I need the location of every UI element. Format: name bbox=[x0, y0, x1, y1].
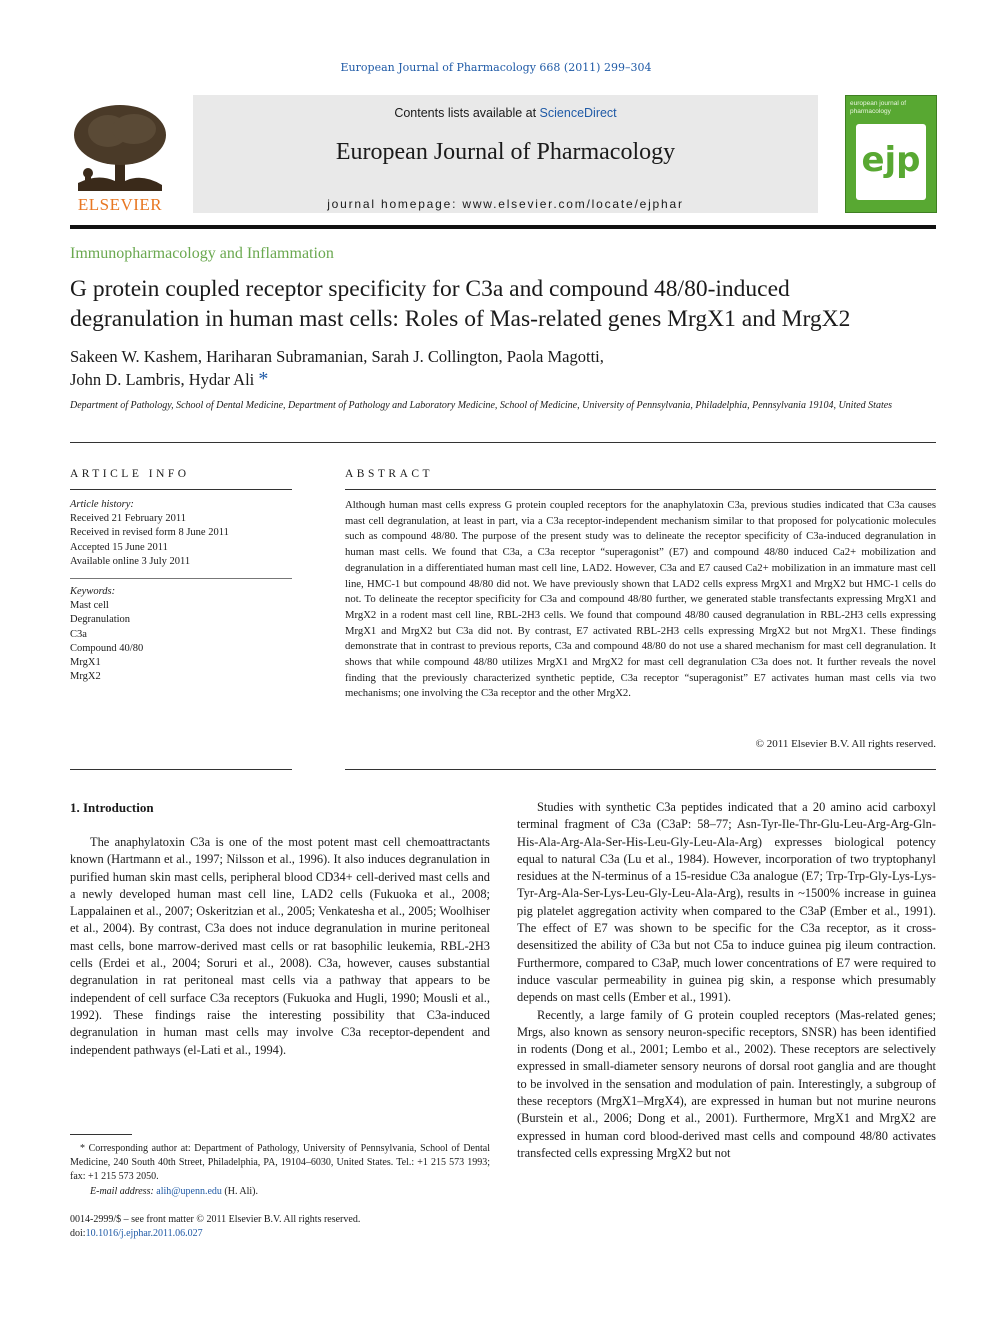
issn-doi-block bbox=[70, 1213, 490, 1241]
history-item: Accepted 15 June 2011 bbox=[70, 541, 168, 553]
affiliation: Department of Pathology, School of Dental Medicine, Department of Pathology and Laboratory Medicine, School of Medicine, University of Pennsylvania, Philadelphia, Pennsylvania 19104, United States bbox=[70, 400, 893, 411]
article-section: Immunopharmacology and Inflammation bbox=[70, 245, 334, 262]
cover-small-text: european journal of pharmacology bbox=[850, 100, 907, 115]
keyword: MrgX2 bbox=[70, 671, 101, 683]
abstract-rule bbox=[345, 489, 936, 490]
header-rule bbox=[70, 225, 936, 229]
abstract-copyright: © 2011 Elsevier B.V. All rights reserved. bbox=[755, 738, 936, 750]
intro-left-column bbox=[70, 834, 490, 1059]
intro-paragraph: Studies with synthetic C3a peptides indicated that a 20 amino acid carboxyl terminal fragment of C3a (C3aP: 58–77; Asn-Tyr-Ile-Thr-Glu-Leu-Arg-Arg-Gln-His-Ala-Arg-Ala-Ser-His-Leu-Gly-Leu-Ala-Arg) expresses biological potency equal to natural C3a (Lu et al., 1984). However, incorporation of two tryptophanyl residues at the N-terminus of a 15-residue C3a analogue (E7; Trp-Trp-Gly-Lys-Lys-Tyr-Arg-Ala-Ser-Lys-Leu-Gly-Leu-Ala-Arg), results in ~1500% increase in guinea pig platelet aggregation activity when compared to the C3aP (Ember et al., 1991). The effect of E7 was shown to be specific for the C3a receptor, as it cross-desensitized the ability of C3a but not C5a to induce guinea pig ileum contraction. Furthermore, compared to C3aP, much lower concentrations of E7 were required to induce vascular permeability in guinea pig skin, a response which presumably depends on mast cells (Ember et al., 1991). bbox=[517, 800, 936, 1005]
article-info-rule bbox=[70, 489, 292, 490]
article-history bbox=[70, 498, 292, 569]
issn-line: 0014-2999/$ – see front matter © 2011 Elsevier B.V. All rights reserved. bbox=[70, 1214, 361, 1225]
email-label: E-mail address: bbox=[90, 1185, 157, 1197]
intro-right-column bbox=[517, 799, 936, 1162]
history-item: Received in revised form 8 June 2011 bbox=[70, 527, 229, 539]
history-item: Available online 3 July 2011 bbox=[70, 555, 191, 567]
keywords-label: Keywords: bbox=[70, 586, 116, 597]
doi-label: doi: bbox=[70, 1228, 86, 1240]
title-rule bbox=[70, 442, 936, 443]
authors-line-1: Sakeen W. Kashem, Hariharan Subramanian, Sarah J. Collington, Paola Magotti, bbox=[70, 347, 604, 366]
journal-title: European Journal of Pharmacology bbox=[335, 139, 676, 165]
keyword: Mast cell bbox=[70, 600, 109, 612]
corresponding-footnote bbox=[70, 1142, 490, 1199]
contents-prefix: Contents lists available at bbox=[394, 106, 540, 120]
sciencedirect-link[interactable]: ScienceDirect bbox=[539, 106, 617, 120]
email-link[interactable]: alih@upenn.edu bbox=[156, 1185, 222, 1197]
abstract-text: Although human mast cells express G protein coupled receptors for the anaphylatoxin C3a, previous studies indicated that C3a causes mast cell degranulation, at least in part, via a C3a receptor-independent mechanism similar to that proposed for polycationic molecules such as compound 48/80. The purpose of the present study was to delineate the receptor specificity of C3a-induced degranulation in human mast cells. We found that C3a, a C3a receptor “superagonist” (E7) and compound 48/80 induced Ca2+ mobilization and degranulation in a differentiated human mast cell line, LAD2. However, C3a and E7 caused Ca2+ mobilization in an immature mast cell line, HMC-1 but compound 48/80 did not. We have previously shown that LAD2 cells express MrgX1 and MrgX2 but HMC-1 cells do not. To delineate the receptor specificity for C3a and compound 48/80 further, we generated stable transfectants expressing MrgX1 and MrgX2 in a rodent mast cell line, RBL-2H3 cells. We found that compound 48/80 caused degranulation in RBL-2H3 cells expressing MrgX1 and MrgX2 but C3a did not. By contrast, E7 activated RBL-2H3 cells expressing MrgX2 but not MrgX1. These findings demonstrate that in contrast to previous reports, C3a and compound 48/80 do not use a shared mechanism for mast cell degranulation. It shows that while compound 48/80 utilizes MrgX1 and MrgX2 for mast cell degranulation C3a does not. It further reveals the novel finding that the previously characterized synthetic peptide, C3a receptor “superagonist” E7 activates human mast cells via two mechanisms; one involving the C3a receptor and the other MrgX2. bbox=[345, 499, 936, 700]
article-info-bottom-rule bbox=[70, 769, 292, 770]
keyword: MrgX1 bbox=[70, 657, 101, 669]
journal-cover-image bbox=[845, 95, 937, 213]
doi-line bbox=[70, 1227, 490, 1241]
doi-link[interactable]: 10.1016/j.ejphar.2011.06.027 bbox=[85, 1228, 203, 1240]
elsevier-wordmark: ELSEVIER bbox=[77, 195, 163, 214]
footnote-rule bbox=[70, 1134, 132, 1135]
intro-paragraph: The anaphylatoxin C3a is one of the most potent mast cell chemoattractants known (Hartmann et al., 1997; Nilsson et al., 1996). It also induces degranulation in purified human skin mast cells, peripheral blood CD34+ cell-derived mast cells and a newly developed human mast cell line, LAD2 cells (Fukuoka et al., 2008; Lappalainen et al., 2007; Oskeritzian et al., 2005; Venkatesha et al., 2005; Woolhiser et al., 2004). By contrast, C3a does not induce degranulation in murine peritoneal mast cells, bone marrow-derived mast cells or rat basophilic leukemia, RBL-2H3 cells (Erdei et al., 2004; Soruri et al., 2008). C3a, however, causes substantial degranulation in rat peritoneal mast cells via a pathway that appears to be independent of cell surface C3a receptors (Fukuoka and Hugli, 1990; Mousli et al., 1992). These findings raise the interesting possibility that C3a-induced degranulation in human mast cells may involve C3a receptor-dependent and independent pathways (el-Lati et al., 1994). bbox=[70, 835, 490, 1057]
cover-logo-text: ejp bbox=[861, 140, 921, 180]
article-title bbox=[70, 274, 936, 334]
history-label: Article history: bbox=[70, 499, 134, 510]
keywords bbox=[70, 585, 292, 684]
author-list bbox=[70, 346, 936, 391]
authors-line-2-text: John D. Lambris, Hydar Ali bbox=[70, 370, 255, 389]
keyword: C3a bbox=[70, 628, 87, 640]
keyword: Compound 40/80 bbox=[70, 642, 144, 654]
title-line-1: G protein coupled receptor specificity for C3a and compound 48/80-induced bbox=[70, 276, 790, 302]
journal-citation[interactable]: European Journal of Pharmacology 668 (2011) 299–304 bbox=[340, 61, 652, 74]
abstract-bottom-rule bbox=[345, 769, 936, 770]
corresponding-author-note: * Corresponding author at: Department of Pathology, University of Pennsylvania, School of Dental Medicine, 240 South 40th Street, Philadelphia, PA, 19104–6030, United States. Tel.: +1 215 573 1993; fax: +1 215 573 2050. bbox=[70, 1143, 490, 1183]
keyword: Degranulation bbox=[70, 614, 131, 626]
journal-homepage[interactable]: journal homepage: www.elsevier.com/locate/ejphar bbox=[327, 197, 684, 211]
email-line bbox=[70, 1185, 490, 1199]
email-suffix: (H. Ali). bbox=[221, 1185, 258, 1197]
history-item: Received 21 February 2011 bbox=[70, 513, 186, 525]
corresponding-author-mark[interactable]: * bbox=[258, 368, 269, 390]
article-info-heading: ARTICLE INFO bbox=[70, 468, 190, 480]
contents-line bbox=[193, 106, 818, 120]
keywords-rule bbox=[70, 578, 292, 579]
authors-line-2 bbox=[70, 368, 936, 391]
title-line-2: degranulation in human mast cells: Roles of Mas-related genes MrgX1 and MrgX2 bbox=[70, 306, 851, 332]
cover-logo bbox=[856, 124, 926, 200]
introduction-heading: 1. Introduction bbox=[70, 800, 154, 815]
intro-paragraph: Recently, a large family of G protein coupled receptors (Mas-related genes; Mrgs, also known as sensory neuron-specific receptors, SNSR) has been identified in rodents (Dong et al., 2001; Lembo et al., 2002). These receptors are selectively expressed in small-diameter sensory neurons of dorsal root ganglia and are thought to be involved in the sensation and modulation of pain. Interestingly, a subgroup of these receptors (MrgX1–MrgX4), are expressed in human but not murine neurons (Burstein et al., 2006; Dong et al., 2001). Furthermore, MrgX1 and MrgX2 are expressed in human cord blood-derived mast cells and compound 48/80 activates transfected cells expressing MrgX2 but not bbox=[517, 1007, 936, 1160]
abstract-heading: ABSTRACT bbox=[345, 468, 434, 480]
